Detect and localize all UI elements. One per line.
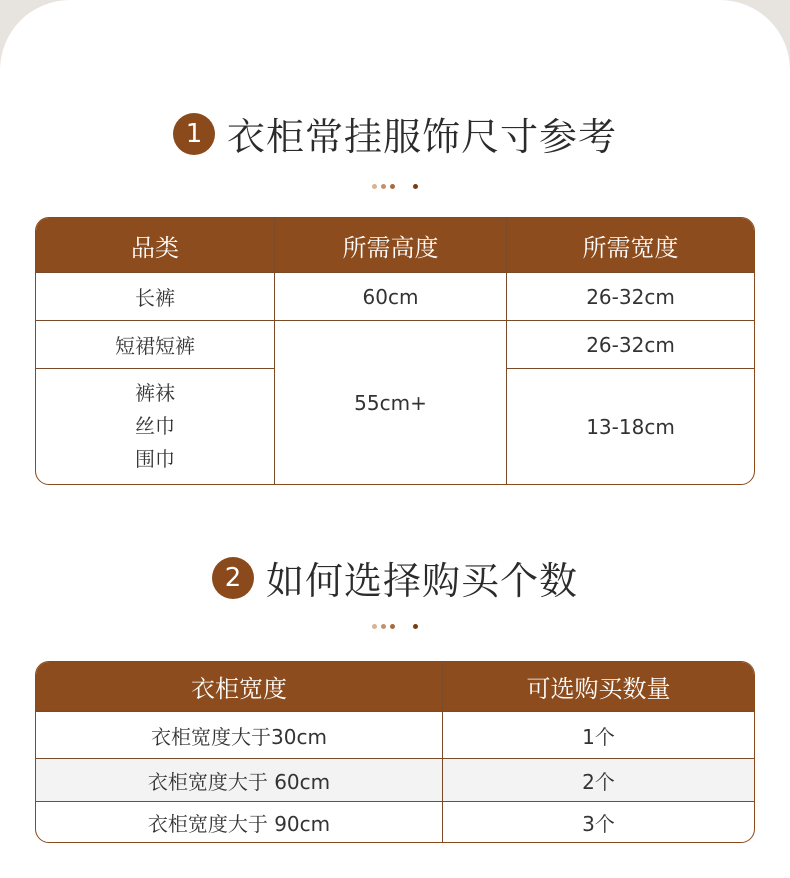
- section-number-badge: 1: [173, 113, 215, 155]
- table-header-cell: 品类: [36, 218, 274, 272]
- section-title: 如何选择购买个数: [265, 559, 578, 603]
- table-cell-count: 2个: [582, 769, 615, 794]
- section-title: 衣柜常挂服饰尺寸参考: [226, 115, 617, 159]
- dot: [413, 184, 418, 189]
- size-reference-table: [35, 217, 755, 485]
- table-cell-wardrobe-width: 衣柜宽度大于30cm: [151, 724, 327, 749]
- table-cell-category: [36, 369, 274, 484]
- dot: [390, 184, 395, 189]
- table-cell-wardrobe-width: 衣柜宽度大于 60cm: [147, 769, 331, 794]
- table-header-cell: 所需宽度: [507, 218, 754, 272]
- decorative-dots: [0, 184, 790, 189]
- purchase-count-table: [35, 661, 755, 843]
- section-2-heading: [0, 550, 790, 605]
- dot: [381, 624, 386, 629]
- category-line: 丝巾: [135, 414, 175, 438]
- category-line: 围巾: [135, 447, 175, 471]
- table-header-cell: 所需高度: [275, 218, 506, 272]
- dot: [390, 624, 395, 629]
- category-line: 裤袜: [135, 381, 175, 405]
- table-cell-height-merged: 55cm+: [354, 390, 427, 415]
- table-cell-wardrobe-width: 衣柜宽度大于 90cm: [147, 811, 331, 836]
- table-cell-width: 13-18cm: [586, 414, 675, 439]
- table-cell-width: 26-32cm: [586, 332, 675, 357]
- dot: [413, 624, 418, 629]
- table-header-cell: 可选购买数量: [443, 662, 754, 711]
- table-cell-category: 短裙短裤: [115, 334, 195, 358]
- decorative-dots: [0, 624, 790, 629]
- table-cell-height: 60cm: [362, 284, 419, 309]
- table-cell-count: 3个: [582, 811, 615, 836]
- section-1-heading: [0, 106, 790, 161]
- table-cell-count: 1个: [582, 724, 615, 749]
- dot: [372, 184, 377, 189]
- table-header-cell: 衣柜宽度: [36, 662, 442, 711]
- table-cell-category: 长裤: [135, 286, 175, 310]
- dot: [372, 624, 377, 629]
- table-cell-width: 26-32cm: [586, 284, 675, 309]
- dot: [381, 184, 386, 189]
- section-number-badge: 2: [212, 557, 254, 599]
